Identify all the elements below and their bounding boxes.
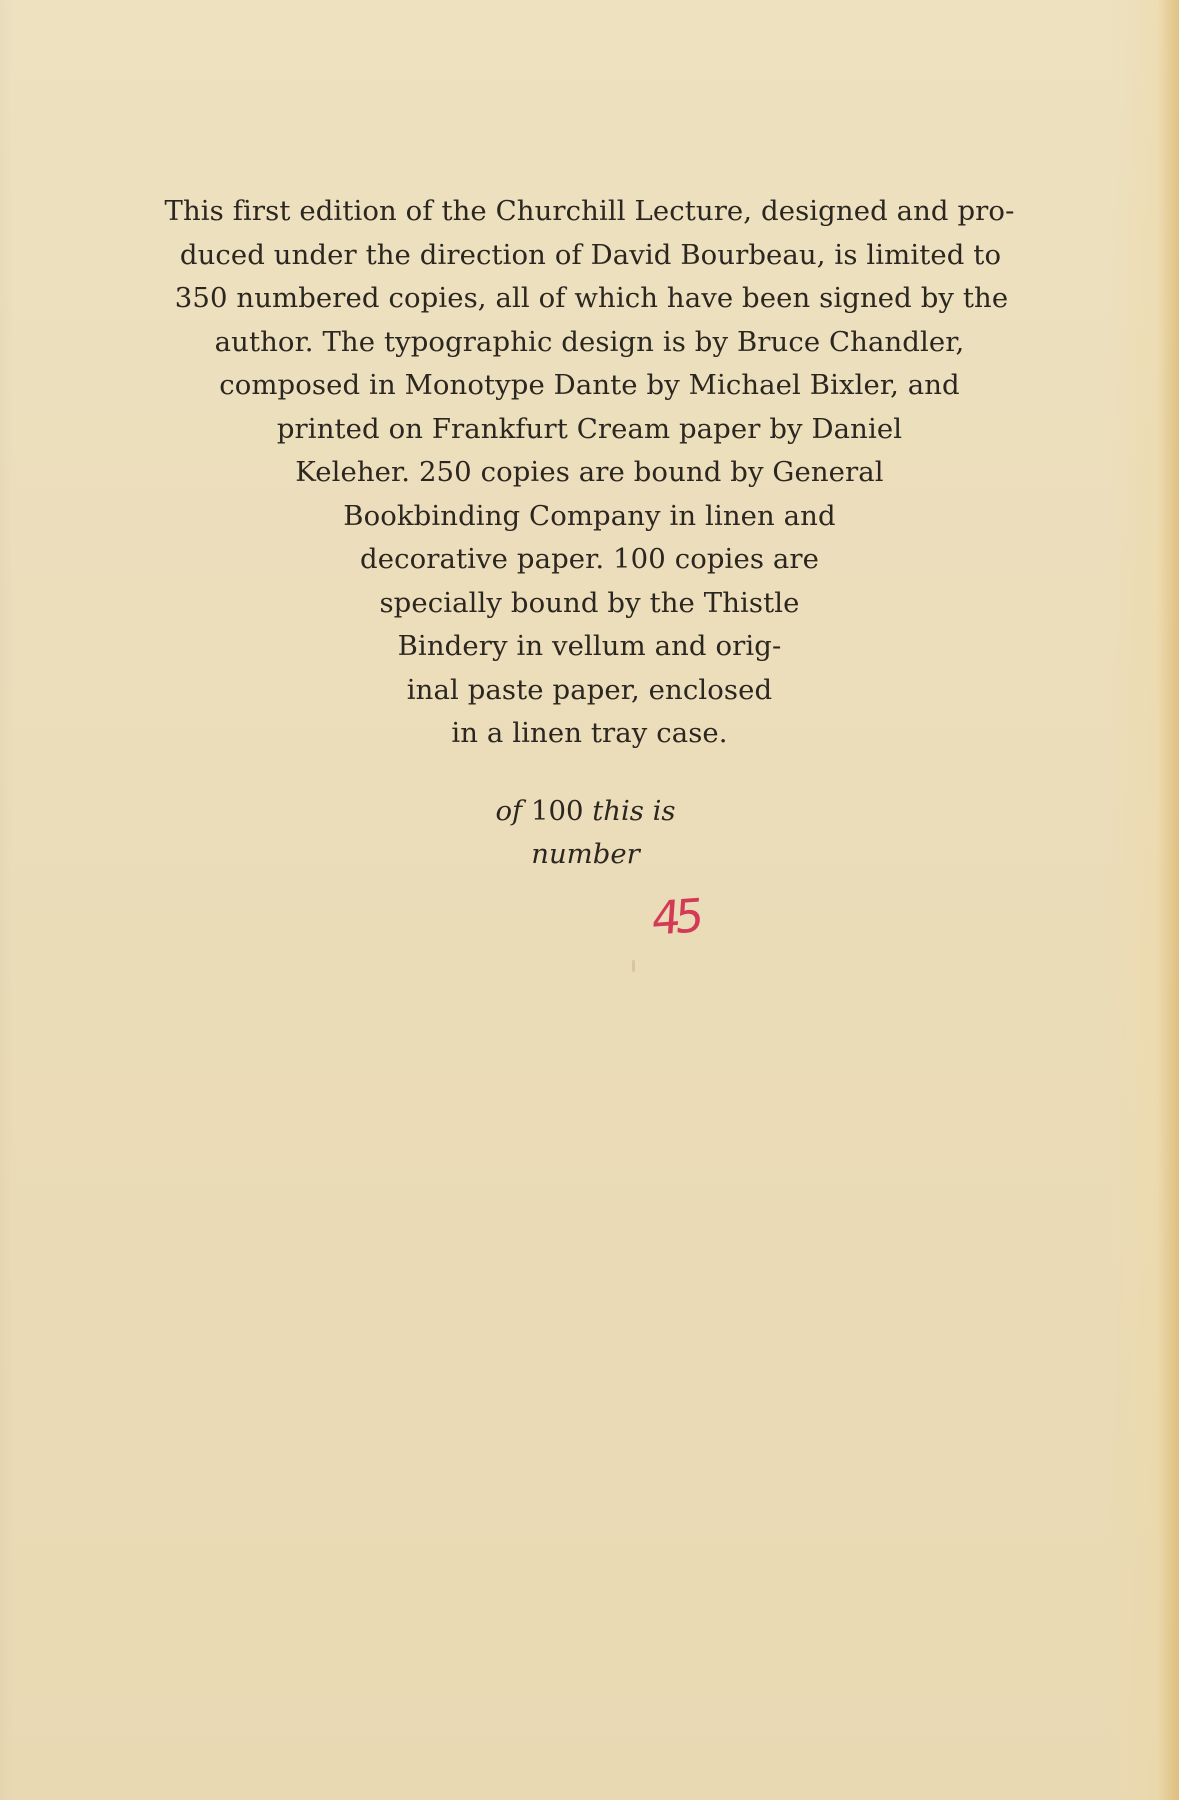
paper-mark bbox=[632, 960, 635, 972]
colophon-line: 350 numbered copies, all of which have been signed by the bbox=[174, 282, 1009, 314]
colophon-line: Bookbinding Company in linen and bbox=[343, 499, 836, 532]
copy-numbering bbox=[0, 790, 1179, 876]
colophon-text bbox=[0, 190, 1179, 756]
colophon-line: inal paste paper, enclosed bbox=[406, 673, 773, 706]
colophon-line: in a linen tray case. bbox=[451, 717, 728, 749]
colophon-line: printed on Frankfurt Cream paper by Daniel bbox=[276, 412, 903, 445]
colophon-line: composed in Monotype Dante by Michael Bixler, and bbox=[219, 369, 960, 401]
of-word: of bbox=[495, 795, 523, 827]
colophon-line: Keleher. 250 copies are bound by General bbox=[295, 456, 884, 488]
colophon-line: decorative paper. 100 copies are bbox=[360, 543, 819, 575]
colophon-line: specially bound by the Thistle bbox=[379, 586, 800, 619]
colophon-line: author. The typographic design is by Bruce Chandler, bbox=[214, 325, 965, 358]
number-word: number bbox=[531, 838, 640, 870]
colophon-line: duced under the direction of David Bourbeau, is limited to bbox=[179, 238, 1002, 271]
handwritten-copy-number: 45 bbox=[649, 888, 701, 946]
colophon-line: This first edition of the Churchill Lecture, designed and pro- bbox=[164, 195, 1015, 227]
this-is-text: this is bbox=[592, 795, 676, 827]
colophon-line: Bindery in vellum and orig- bbox=[397, 630, 782, 662]
numbering-line-1 bbox=[0, 790, 1175, 833]
copy-count: 100 bbox=[530, 795, 584, 827]
